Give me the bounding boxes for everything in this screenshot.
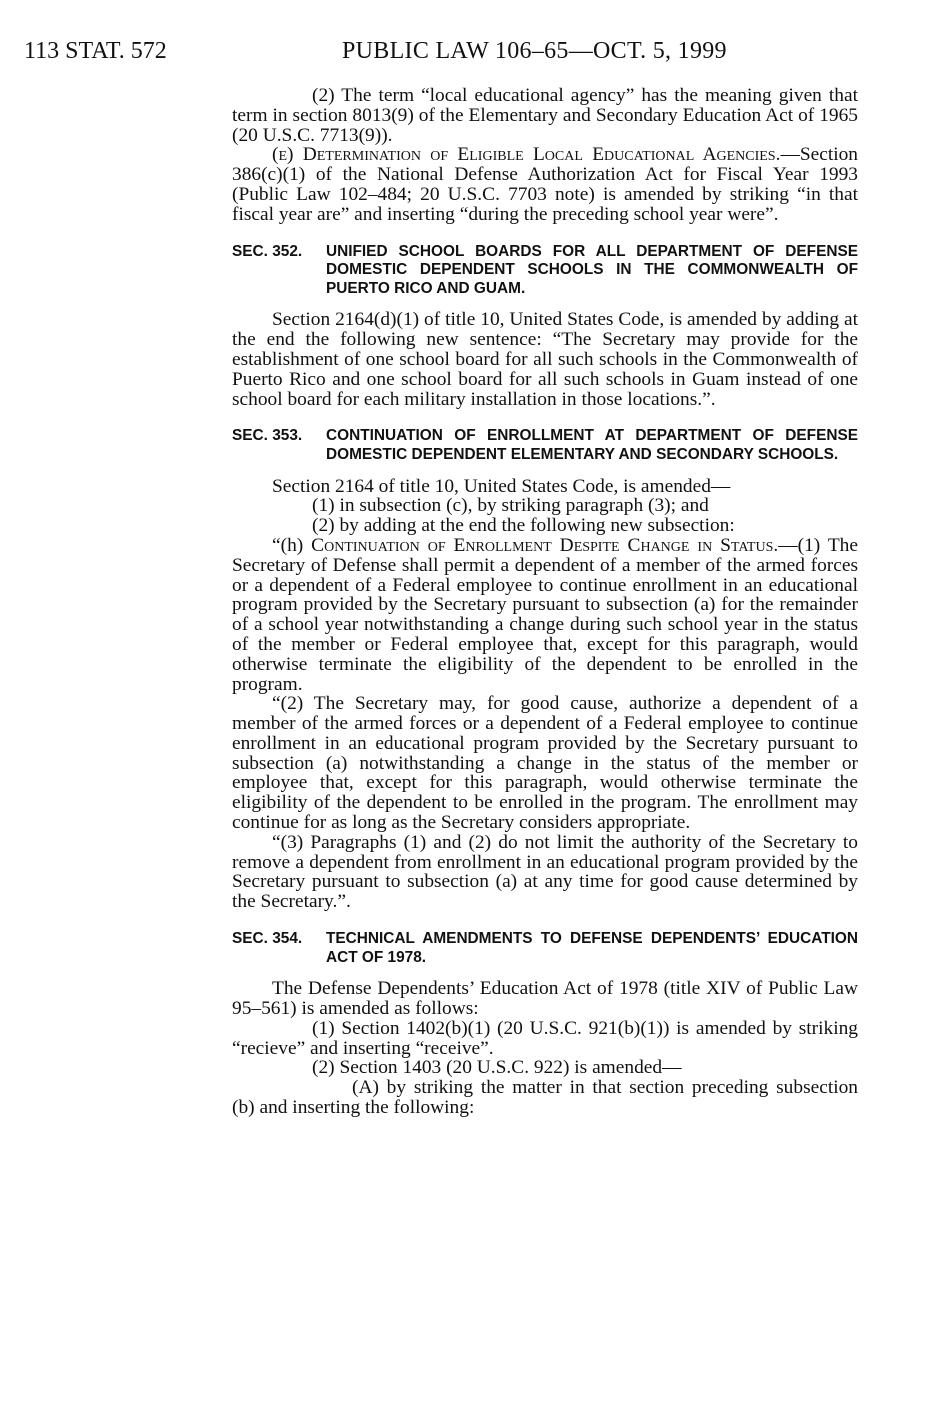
section-352-number: SEC. 352. xyxy=(232,242,303,260)
page-number: 113 STAT. 572 xyxy=(24,38,167,64)
subsection-e-text: —Section 386(c)(1) of the National Defense Authorization Act for Fiscal Year 1993 (Public Law 102–484; 20 U.S.C. 7703 note) is amended by striking “in that fiscal year are” and inserting “during the preceding school year were”. xyxy=(232,144,858,225)
section-353-heading xyxy=(232,427,858,464)
section-352-text: Section 2164(d)(1) of title 10, United States Code, is amended by adding at the end the following new sentence: “The Secretary may provide for the establishment of one school board for all such schools in the Commonwealth of Puerto Rico and one school board for all such schools in Guam instead of one school board for each military installation in those locations.”. xyxy=(232,309,858,410)
section-354-number: SEC. 354. xyxy=(232,930,303,948)
section-353-intro: Section 2164 of title 10, United States Code, is amended— xyxy=(272,475,731,497)
section-353-paragraph-2: (2) by adding at the end the following new subsection: xyxy=(312,515,735,537)
section-352-heading xyxy=(232,243,858,299)
subsection-h-paragraph-2: “(2) The Secretary may, for good cause, authorize a dependent of a member of the armed forces or a dependent of a Federal employee to continue enrollment in an educational program provided by the Secretary pursuant to subsection (a) notwithstanding a change in the status of the member or employee that, except for this paragraph, would otherwise terminate the eligibility of the dependent to be enrolled in the program. The enrollment may continue for as long as the Secretary considers appropriate. xyxy=(232,693,858,834)
section-353-number: SEC. 353. xyxy=(232,427,303,445)
section-353-paragraph-1: (1) in subsection (c), by striking paragraph (3); and xyxy=(312,495,709,517)
subsection-e xyxy=(232,145,858,224)
subsection-e-heading: (e) Determination of Eligible Local Educational Agencies. xyxy=(272,144,781,166)
subsection-h-heading: Continuation of Enrollment Despite Change in Status. xyxy=(311,534,779,556)
section-354-subparagraph-a: (A) by striking the matter in that section preceding subsection (b) and inserting the following: xyxy=(232,1077,858,1119)
paragraph-local-educational-agency: (2) The term “local educational agency” has the meaning given that term in section 8013(9) of the Elementary and Secondary Education Act of 1965 (20 U.S.C. 7713(9)). xyxy=(232,85,858,146)
running-title: PUBLIC LAW 106–65—OCT. 5, 1999 xyxy=(342,38,727,64)
section-354-paragraph-1: (1) Section 1402(b)(1) (20 U.S.C. 921(b)(1)) is amended by striking “recieve” and inserting “receive”. xyxy=(232,1017,858,1059)
page-header xyxy=(24,38,924,68)
subsection-h-text: —(1) The Secretary of Defense shall permit a dependent of a member of the armed forces or a dependent of a Federal employee to continue enrollment in an educational program provided by the Secretary pursuant to subsection (a) for the remainder of a school year notwithstanding a change during such school year in the status of the member or Federal employee that, except for this paragraph, would otherwise terminate the eligibility of the dependent to be enrolled in the program. xyxy=(232,534,858,695)
section-354-intro: The Defense Dependents’ Education Act of 1978 (title XIV of Public Law 95–561) is amended as follows: xyxy=(232,978,858,1020)
page-body xyxy=(232,86,858,1118)
section-354-heading xyxy=(232,930,858,967)
subsection-h-paragraph-1 xyxy=(232,536,858,694)
subsection-h-prefix: “(h) xyxy=(272,534,312,556)
section-352-title: UNIFIED SCHOOL BOARDS FOR ALL DEPARTMENT OF DEFENSE DOMESTIC DEPENDENT SCHOOLS IN THE COMMONWEALTH OF PUERTO RICO AND GUAM. xyxy=(326,242,858,297)
section-354-paragraph-2: (2) Section 1403 (20 U.S.C. 922) is amended— xyxy=(312,1057,682,1079)
section-353-title: CONTINUATION OF ENROLLMENT AT DEPARTMENT OF DEFENSE DOMESTIC DEPENDENT ELEMENTARY AND SECONDARY SCHOOLS. xyxy=(326,427,858,463)
section-354-title: TECHNICAL AMENDMENTS TO DEFENSE DEPENDENTS’ EDUCATION ACT OF 1978. xyxy=(326,930,858,966)
subsection-h-paragraph-3: “(3) Paragraphs (1) and (2) do not limit the authority of the Secretary to remove a dependent from enrollment in an educational program provided by the Secretary pursuant to subsection (a) at any time for good cause determined by the Secretary.”. xyxy=(232,831,858,913)
